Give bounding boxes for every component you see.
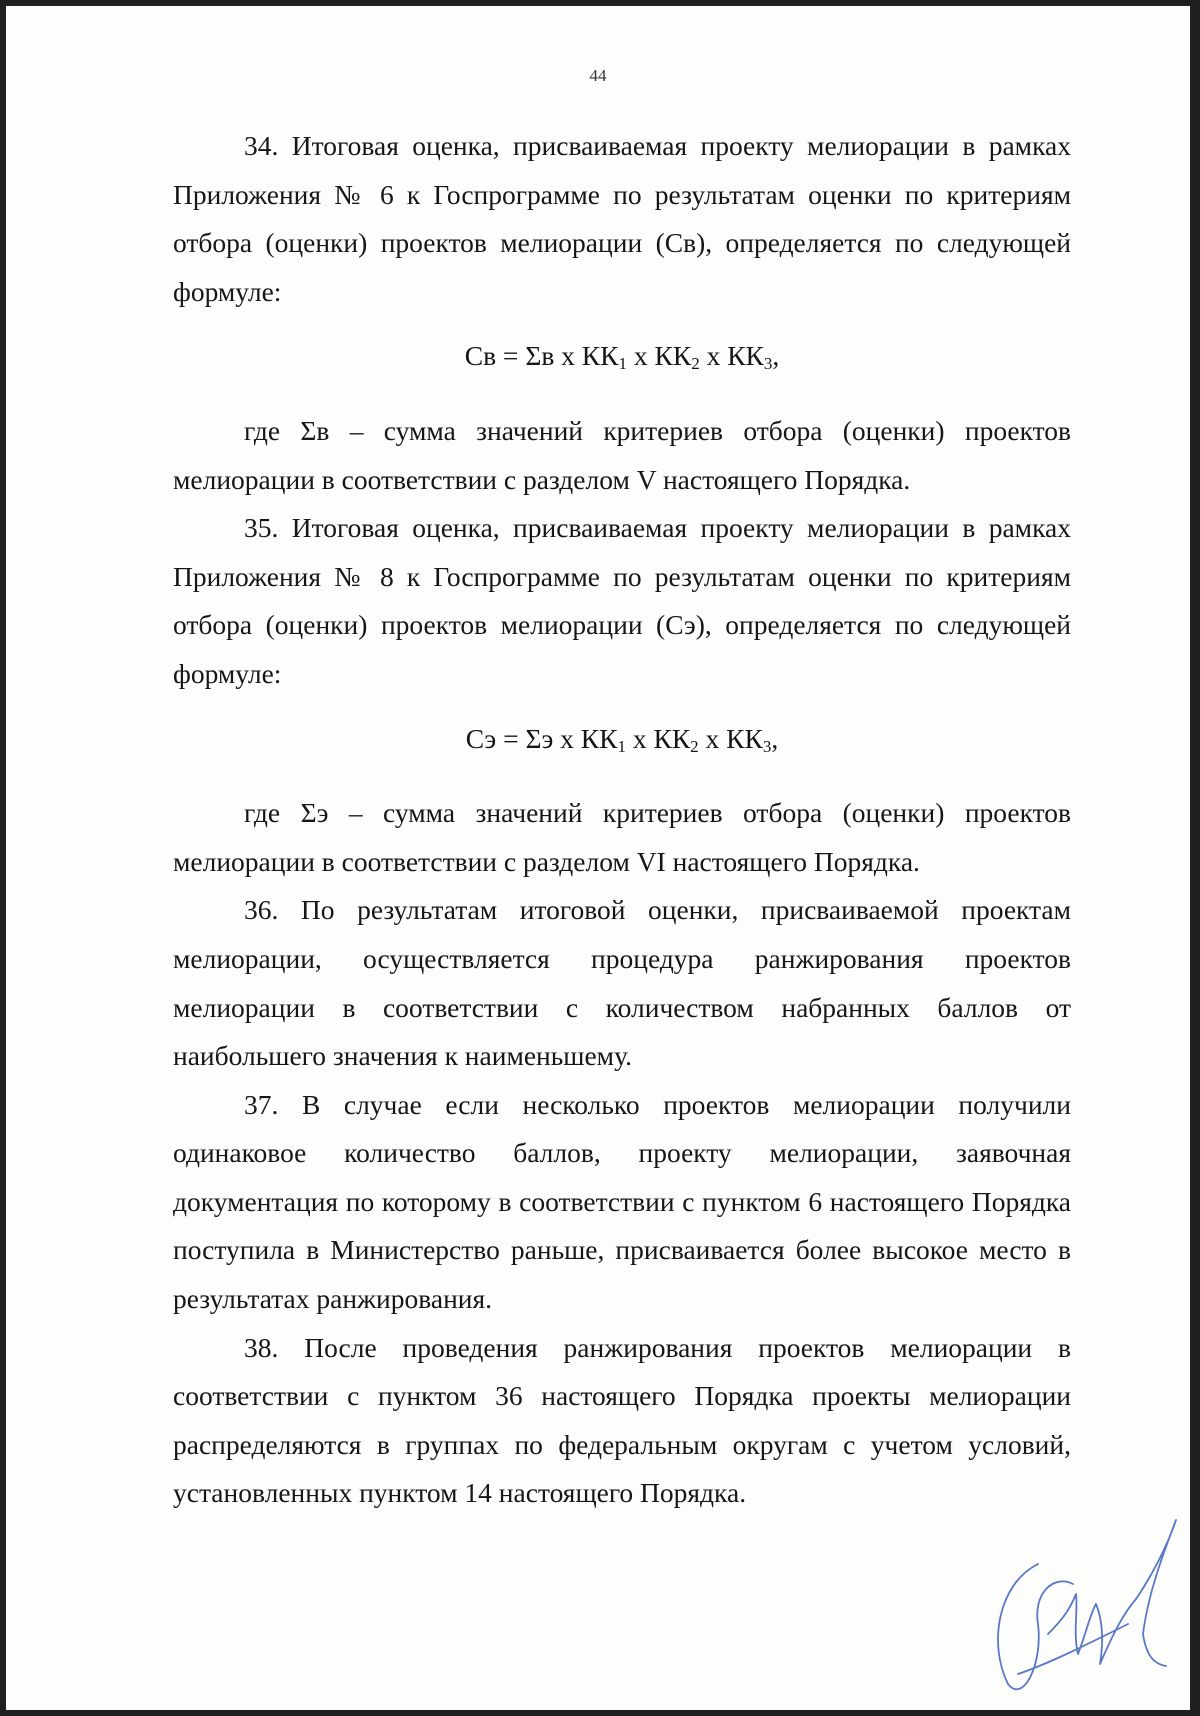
signature-stroke-1 bbox=[1048, 1594, 1096, 1654]
signature-stroke-3 bbox=[1136, 1520, 1176, 1666]
formula-ce-end: , bbox=[771, 722, 779, 754]
formula-cv bbox=[173, 332, 1071, 381]
paragraph-38: 38. После проведения ранжирования проектов мелиорации в соответствии с пунктом 36 настоящего Порядка проекты мелиорации распределяются в группах по федеральным округам с учетом условий, установленных пунктом 14 настоящего Порядка. bbox=[173, 1331, 1071, 1509]
document-page bbox=[6, 6, 1190, 1710]
paragraph-37: 37. В случае если несколько проектов мелиорации получили одинаковое количество баллов, проекту мелиорации, заявочная документация по которому в соответствии с пунктом 6 настоящего Порядка поступила в Министерство раньше, присваивается более высокое место в результатах ранжирования. bbox=[173, 1088, 1071, 1315]
formula-cv-sub-1: 1 bbox=[618, 354, 627, 374]
formula-ce-sub-2: 2 bbox=[690, 736, 699, 756]
formula-ce-sub-3: 3 bbox=[762, 736, 772, 756]
formula-cv-term-3: х КК bbox=[699, 340, 764, 372]
paragraph-34-note: где Σв – сумма значений критериев отбора (оценки) проектов мелиорации в соответствии с разделом V настоящего Порядка. bbox=[173, 414, 1071, 495]
formula-cv-lhs: Св = Σв х КК bbox=[464, 340, 619, 372]
formula-ce bbox=[173, 715, 1071, 764]
paragraph-35-note: где Σэ – сумма значений критериев отбора (оценки) проектов мелиорации в соответствии с разделом VI настоящего Порядка. bbox=[173, 797, 1071, 877]
paragraph-36: 36. По результатам итоговой оценки, присваиваемой проектам мелиорации, осуществляется процедура ранжирования проектов мелиорации в соответствии с количеством набранных баллов от наибольшего значения к наименьшему. bbox=[173, 894, 1071, 1072]
paragraph-35: 35. Итоговая оценка, присваиваемая проекту мелиорации в рамках Приложения № 8 к Госпрограмме по результатам оценки по критериям отбора (оценки) проектов мелиорации (Сэ), определяется по следующей формуле: bbox=[173, 512, 1071, 689]
formula-ce-lhs: Сэ = Σэ х КК bbox=[465, 722, 618, 754]
formula-cv-term-2: х КК bbox=[627, 340, 692, 372]
page-number: 44 bbox=[589, 66, 607, 85]
formula-ce-sub-1: 1 bbox=[617, 736, 626, 756]
document-body bbox=[173, 122, 1071, 1518]
formula-cv-sub-2: 2 bbox=[691, 354, 700, 374]
formula-cv-end: , bbox=[772, 340, 780, 372]
formula-cv-sub-3: 3 bbox=[763, 354, 773, 374]
formula-ce-term-2: х КК bbox=[625, 722, 691, 754]
signature-stroke-2 bbox=[1096, 1599, 1136, 1664]
paragraph-34: 34. Итоговая оценка, присваиваемая проекту мелиорации в рамках Приложения № 6 к Госпрограмме по результатам оценки по критериям отбора (оценки) проектов мелиорации (Св), определяется по следующей формуле: bbox=[173, 130, 1071, 307]
signature-loop bbox=[998, 1564, 1073, 1689]
handwritten-signature bbox=[978, 1514, 1188, 1704]
formula-ce-term-3: х КК bbox=[698, 722, 763, 754]
